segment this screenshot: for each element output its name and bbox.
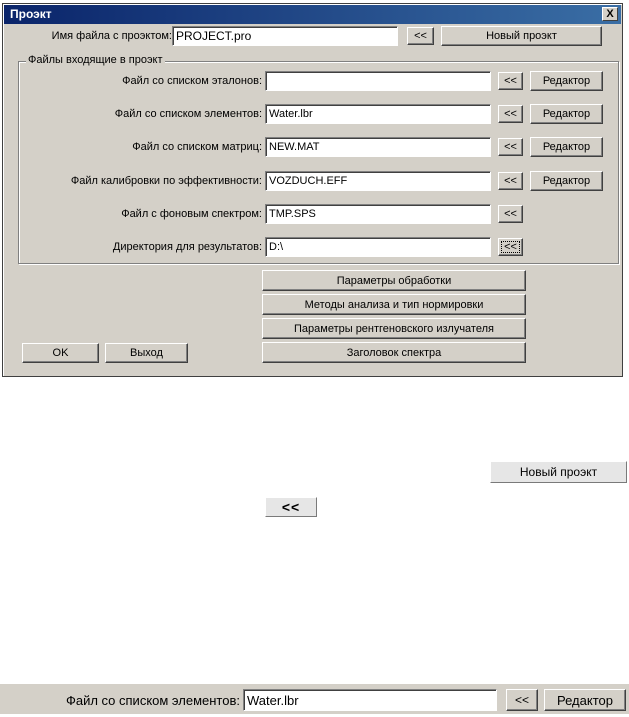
project-file-label: Имя файла с проэктом: <box>51 30 172 42</box>
results-browse-button[interactable]: << <box>498 238 523 256</box>
results-dir-field[interactable]: D:\ <box>265 237 491 257</box>
strip-elements-label: Файл со списком элементов: <box>65 693 240 708</box>
efficiency-browse-button[interactable]: << <box>498 172 523 190</box>
new-project-button-sample[interactable]: Новый проэкт <box>490 461 627 483</box>
spectrum-header-button[interactable]: Заголовок спектра <box>262 342 526 363</box>
strip-editor-button[interactable]: Редактор <box>544 689 626 711</box>
standards-editor-button[interactable]: Редактор <box>530 71 603 91</box>
dialog-title: Проэкт <box>10 7 52 21</box>
project-file-field[interactable]: PROJECT.pro <box>172 26 398 46</box>
elements-browse-button[interactable]: << <box>498 105 523 123</box>
efficiency-editor-button[interactable]: Редактор <box>530 171 603 191</box>
strip-elements-field[interactable]: Water.lbr <box>243 689 497 711</box>
strip-browse-button[interactable]: << <box>506 689 538 711</box>
new-project-button[interactable]: Новый проэкт <box>441 26 602 46</box>
matrices-editor-button[interactable]: Редактор <box>530 137 603 157</box>
background-browse-button[interactable]: << <box>498 205 523 223</box>
title-bar[interactable] <box>4 5 621 24</box>
processing-params-button[interactable]: Параметры обработки <box>262 270 526 291</box>
standards-file-label: Файл со списком эталонов: <box>122 75 262 87</box>
elements-file-field[interactable]: Water.lbr <box>265 104 491 124</box>
xray-params-button[interactable]: Параметры рентгеновского излучателя <box>262 318 526 339</box>
efficiency-file-field[interactable]: VOZDUCH.EFF <box>265 171 491 191</box>
exit-button[interactable]: Выход <box>105 343 188 363</box>
project-files-group <box>18 61 619 264</box>
project-browse-button[interactable]: << <box>407 27 434 45</box>
elements-editor-button[interactable]: Редактор <box>530 104 603 124</box>
results-dir-label: Директория для результатов: <box>112 241 262 253</box>
standards-browse-button[interactable]: << <box>498 72 523 90</box>
close-button[interactable]: X <box>602 7 618 21</box>
ok-button[interactable]: OK <box>22 343 99 363</box>
efficiency-file-label: Файл калибровки по эффективности: <box>70 175 262 187</box>
background-spectrum-label: Файл с фоновым спектром: <box>121 208 262 220</box>
matrices-file-label: Файл со списком матриц: <box>132 141 262 153</box>
analysis-methods-button[interactable]: Методы анализа и тип нормировки <box>262 294 526 315</box>
matrices-browse-button[interactable]: << <box>498 138 523 156</box>
background-spectrum-field[interactable]: TMP.SPS <box>265 204 491 224</box>
elements-file-label: Файл со списком элементов: <box>114 108 262 120</box>
matrices-file-field[interactable]: NEW.MAT <box>265 137 491 157</box>
standards-file-field[interactable] <box>265 71 491 91</box>
browse-button-sample[interactable]: << <box>265 497 317 517</box>
project-files-group-label: Файлы входящие в проэкт <box>28 54 163 66</box>
